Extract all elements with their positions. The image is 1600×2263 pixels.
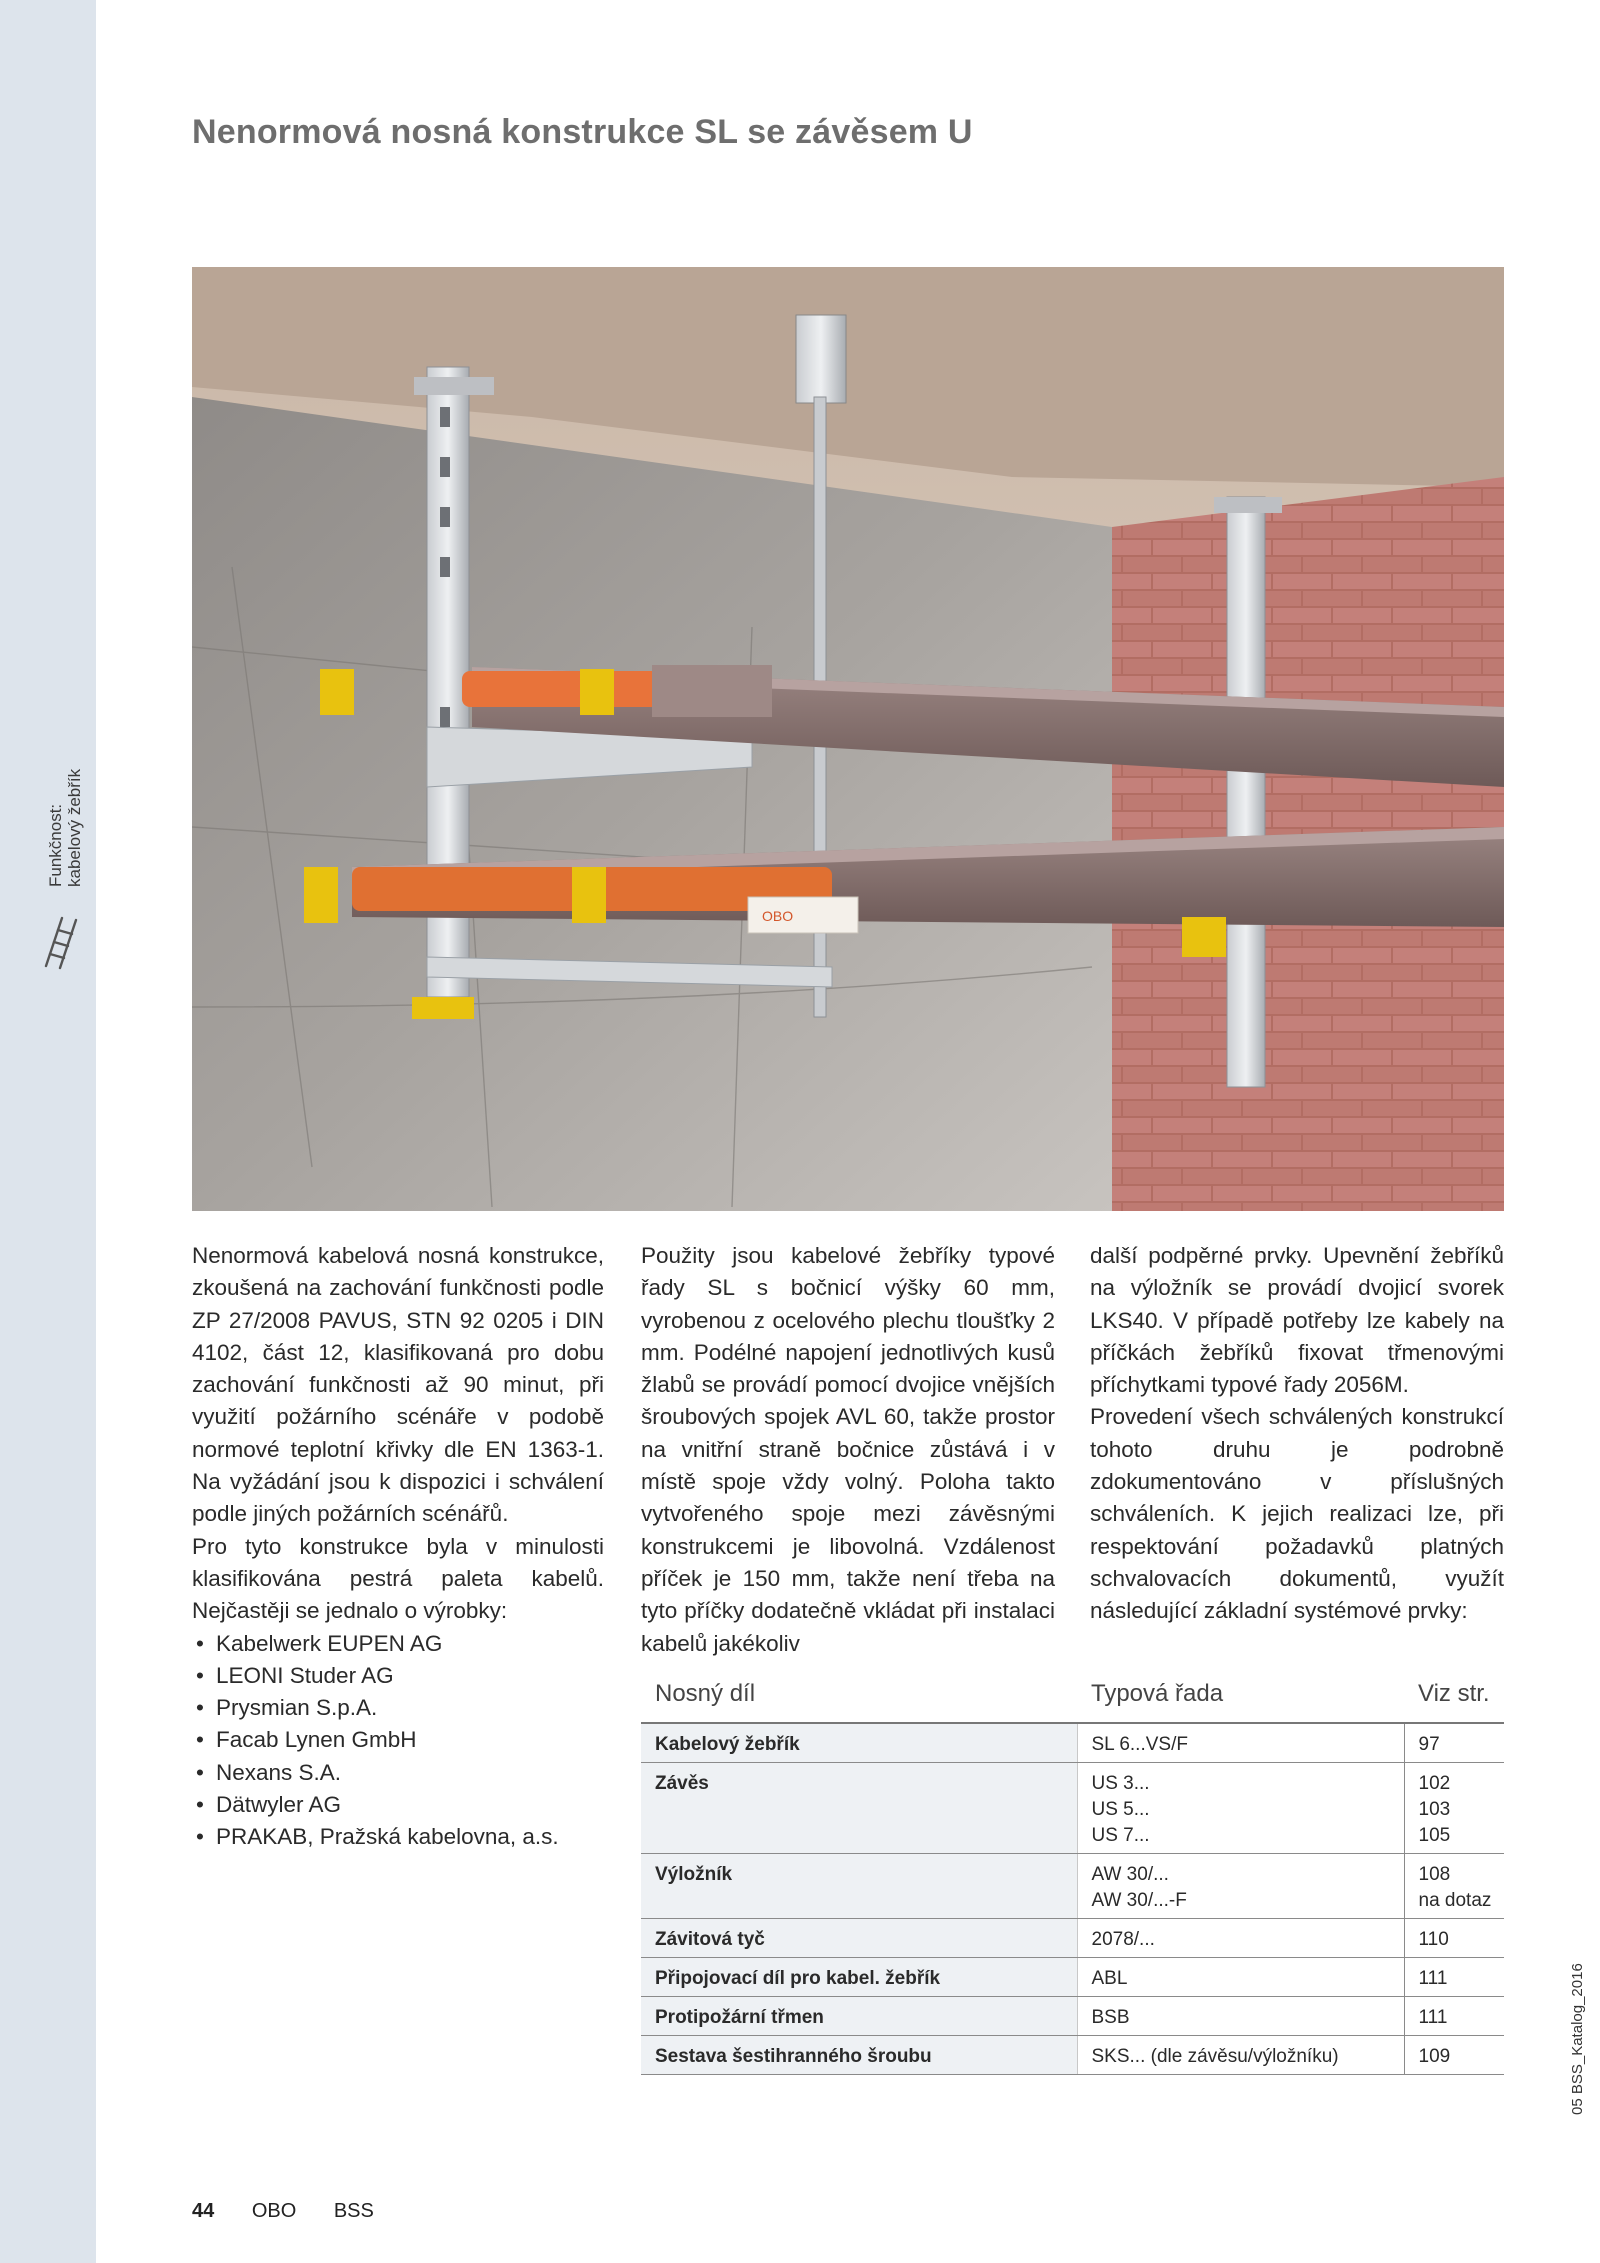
cell-part: Kabelový žebřík	[641, 1723, 1077, 1763]
cell-part: Sestava šestihranného šroubu	[641, 2036, 1077, 2075]
installation-photo	[192, 267, 1504, 1211]
list-item: • Nexans S.A.	[192, 1757, 604, 1789]
intro-paragraph: Nenormová kabelová nosná konstrukce, zkoušená na zachování funkčnosti podle ZP 27/2008 PAVUS, STN 92 0205 i DIN 4102, část 12, klasifikovaná pro dobu zachování funkčnosti až 90 minut, při využití požárního scénáře v podobě normové teplotní křivky dle EN 1363-1. Na vyžádání jsou k dispozici i schválení podle jiných požárních scénářů.	[192, 1243, 604, 1527]
cell-page: 110	[1404, 1919, 1504, 1958]
sidebar-tab-line1: Funkčnost:	[46, 803, 65, 887]
ladder-paragraph: Použity jsou kabelové žebříky typové řady SL s bočnicí výšky 60 mm, vyrobenou z ocelového plechu tloušťky 2 mm. Podélné napojení jednotlivých kusů žlabů se provádí pomocí dvojice vnějších šroubových spojek AVL 60, takže prostor na vnitřní straně bočnice zůstává i v místě spoje vždy volný. Poloha takto vytvořeného spoje mezi závěsnými konstrukcemi je libovolná. Vzdálenost příček je 150 mm, takže není třeba na tyto příčky dodatečně vkládat při instalaci kabelů jakékoliv	[641, 1243, 1055, 1656]
cell-part: Připojovací díl pro kabel. žebřík	[641, 1958, 1077, 1997]
approvals-paragraph: Provedení všech schválených konstrukcí tohoto druhu je podrobně zdokumentováno v příslušných schváleních. K jejich realizaci lze, při respektování požadavků platných schvalovacích dokumentů, využít následující základní systémové prvky:	[1090, 1404, 1504, 1624]
fixing-paragraph: další podpěrné prvky. Upevnění žebříků na výložník se provádí dvojicí svorek LKS40. V případě potřeby lze kabely na příčkách žebříků fixovat třmenovými příchytkami typové řady 2056M.	[1090, 1243, 1504, 1398]
cell-type: AW 30/... AW 30/...-F	[1077, 1854, 1404, 1919]
sidebar-tab-label	[46, 717, 84, 887]
list-item: • Facab Lynen GmbH	[192, 1724, 604, 1756]
cell-page: 102 103 105	[1404, 1763, 1504, 1854]
cell-page: 111	[1404, 1958, 1504, 1997]
list-item: • Dätwyler AG	[192, 1789, 604, 1821]
ladder-icon	[40, 912, 84, 972]
text-column-1	[192, 1240, 604, 1854]
header-part: Nosný díl	[641, 1680, 1077, 1723]
table-row	[641, 1854, 1504, 1919]
cell-part: Výložník	[641, 1854, 1077, 1919]
header-type: Typová řada	[1077, 1680, 1404, 1723]
page-number: 44	[192, 2200, 215, 2222]
text-column-3	[1090, 1240, 1504, 1628]
parts-table	[641, 1680, 1504, 2075]
table-row	[641, 1763, 1504, 1854]
cell-part: Závitová tyč	[641, 1919, 1077, 1958]
cell-type: SL 6...VS/F	[1077, 1723, 1404, 1763]
photo-label-text: OBO	[762, 908, 794, 924]
cell-page: 108 na dotaz	[1404, 1854, 1504, 1919]
manufacturer-list	[192, 1628, 604, 1854]
list-item: • Prysmian S.p.A.	[192, 1692, 604, 1724]
cell-type: 2078/...	[1077, 1919, 1404, 1958]
footer-brand: OBO	[251, 2200, 297, 2222]
sidebar	[0, 0, 96, 2263]
page-footer	[192, 2200, 406, 2223]
catalog-edition: 05 BSS_Katalog_2016	[1569, 1963, 1586, 2115]
header-page: Viz str.	[1404, 1680, 1504, 1723]
cell-type: SKS... (dle závěsu/výložníku)	[1077, 2036, 1404, 2075]
table-row	[641, 2036, 1504, 2075]
cell-page: 97	[1404, 1723, 1504, 1763]
cables-paragraph: Pro tyto konstrukce byla v minulosti klasifikována pestrá paleta kabelů. Nejčastěji se jednalo o výrobky:	[192, 1533, 604, 1624]
table-row	[641, 1723, 1504, 1763]
cell-type: ABL	[1077, 1958, 1404, 1997]
table-row	[641, 1997, 1504, 2036]
footer-section: BSS	[333, 2200, 374, 2222]
cell-page: 111	[1404, 1997, 1504, 2036]
cell-page: 109	[1404, 2036, 1504, 2075]
cell-type: BSB	[1077, 1997, 1404, 2036]
list-item: • Kabelwerk EUPEN AG	[192, 1628, 604, 1660]
table-row	[641, 1958, 1504, 1997]
table-header-row	[641, 1680, 1504, 1723]
cell-type: US 3... US 5... US 7...	[1077, 1763, 1404, 1854]
table-row	[641, 1919, 1504, 1958]
page-title: Nenormová nosná konstrukce SL se závěsem U	[192, 113, 973, 151]
text-column-2	[641, 1240, 1055, 1660]
list-item: • LEONI Studer AG	[192, 1660, 604, 1692]
list-item: • PRAKAB, Pražská kabelovna, a.s.	[192, 1821, 604, 1853]
sidebar-tab-line2: kabelový žebřík	[65, 768, 84, 887]
cell-part: Protipožární třmen	[641, 1997, 1077, 2036]
cell-part: Závěs	[641, 1763, 1077, 1854]
